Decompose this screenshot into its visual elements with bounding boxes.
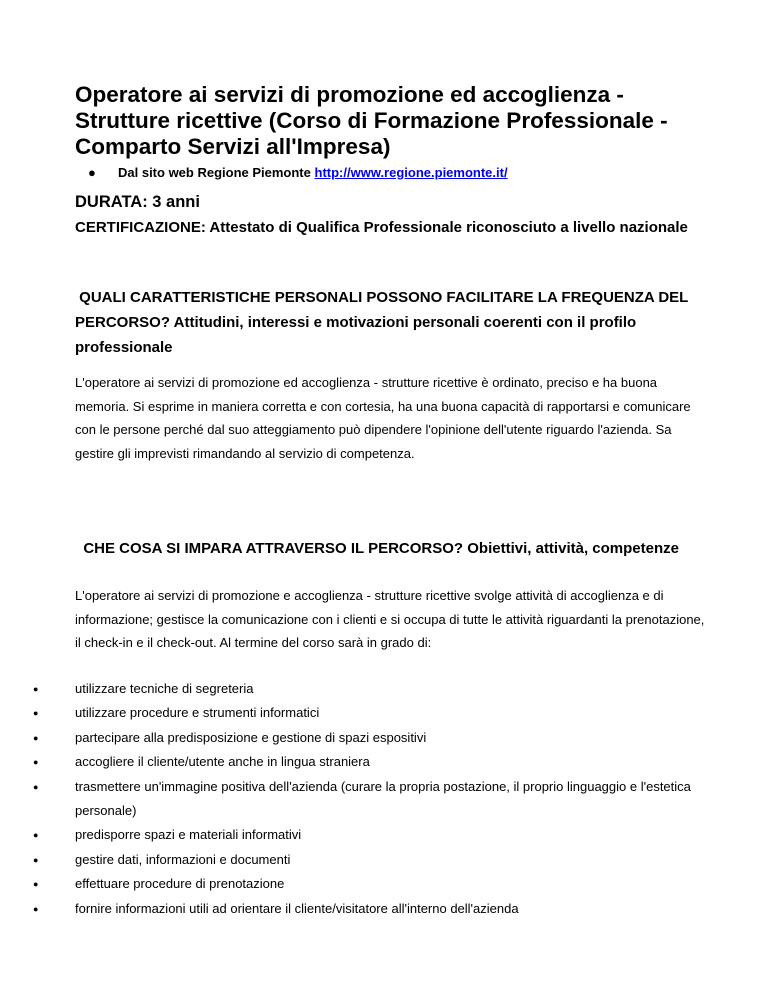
list-item-text: gestire dati, informazioni e documenti <box>75 851 291 867</box>
list-item <box>0 775 705 824</box>
source-link[interactable]: http://www.regione.piemonte.it/ <box>314 165 508 180</box>
bullet-icon: ● <box>33 708 39 719</box>
list-item-text: effettuare procedure di prenotazione <box>75 876 285 892</box>
list-item-text: predisporre spazi e materiali informativi <box>75 827 302 843</box>
list-item-text: partecipare alla predisposizione e gestione di spazi espositivi <box>75 729 427 745</box>
list-item <box>0 677 705 701</box>
list-item-text: accogliere il cliente/utente anche in lingua straniera <box>75 754 370 770</box>
list-item-text: trasmettere un'immagine positiva dell'azienda (curare la propria postazione, il proprio linguaggio e l'estetica personale) <box>75 778 691 819</box>
list-item-text: fornire informazioni utili ad orientare il cliente/visitatore all'interno dell'azienda <box>75 900 519 916</box>
qualities-heading-text: QUALI CARATTERISTICHE PERSONALI POSSONO FACILITARE LA FREQUENZA DEL PERCORSO? Attitudini, interessi e motivazioni personali coerenti con il profilo professionale <box>75 289 689 356</box>
bullet-icon: ● <box>88 165 96 180</box>
document-title: Operatore ai servizi di promozione ed accoglienza - Strutture ricettive (Corso di Formazione Professionale - Comparto Servizi all'Impresa) <box>75 82 668 159</box>
source-label: Dal sito web Regione Piemonte <box>118 165 311 180</box>
list-item <box>0 872 705 896</box>
source-list-item <box>88 164 508 182</box>
bullet-icon: ● <box>33 684 39 694</box>
bullet-icon: ● <box>33 781 39 792</box>
list-item-text: utilizzare procedure e strumenti informatici <box>75 705 320 721</box>
qualities-heading <box>75 285 715 360</box>
bullet-icon: ● <box>33 830 39 841</box>
list-item <box>0 823 705 847</box>
bullet-icon: ● <box>33 879 39 890</box>
bullet-icon: ● <box>33 854 39 865</box>
list-item-text: utilizzare tecniche di segreteria <box>75 681 254 696</box>
bullet-icon: ● <box>33 757 39 768</box>
bullet-icon: ● <box>33 732 39 743</box>
learning-heading <box>75 536 715 561</box>
learning-heading-text: CHE COSA SI IMPARA ATTRAVERSO IL PERCORSO? Obiettivi, attività, competenze <box>83 540 679 557</box>
list-item <box>0 701 705 725</box>
learning-paragraph: L'operatore ai servizi di promozione e accoglienza - strutture ricettive svolge attività di accoglienza e di informazione; gestisce la comunicazione con i clienti e si occupa di tutte le attività riguardanti la prenotazione, il check-in e il check-out. Al termine del corso sarà in grado di: <box>75 588 705 650</box>
list-item <box>0 750 705 774</box>
certification-text: CERTIFICAZIONE: Attestato di Qualifica Professionale riconosciuto a livello nazionale <box>75 219 688 236</box>
list-item <box>0 726 705 750</box>
list-item <box>0 848 705 872</box>
qualities-paragraph: L'operatore ai servizi di promozione ed accoglienza - strutture ricettive è ordinato, preciso e ha buona memoria. Si esprime in maniera corretta e con cortesia, ha una buona capacità di rapportarsi e comunicare con le persone perché dal suo atteggiamento può dipendere l'opinione dell'utente riguardo l'azienda. Sa gestire gli imprevisti rimandando al servizio di competenza. <box>75 375 691 461</box>
bullet-icon: ● <box>33 903 39 914</box>
list-item <box>0 897 705 921</box>
duration-text: DURATA: 3 anni <box>75 193 200 211</box>
skills-list <box>0 677 768 921</box>
